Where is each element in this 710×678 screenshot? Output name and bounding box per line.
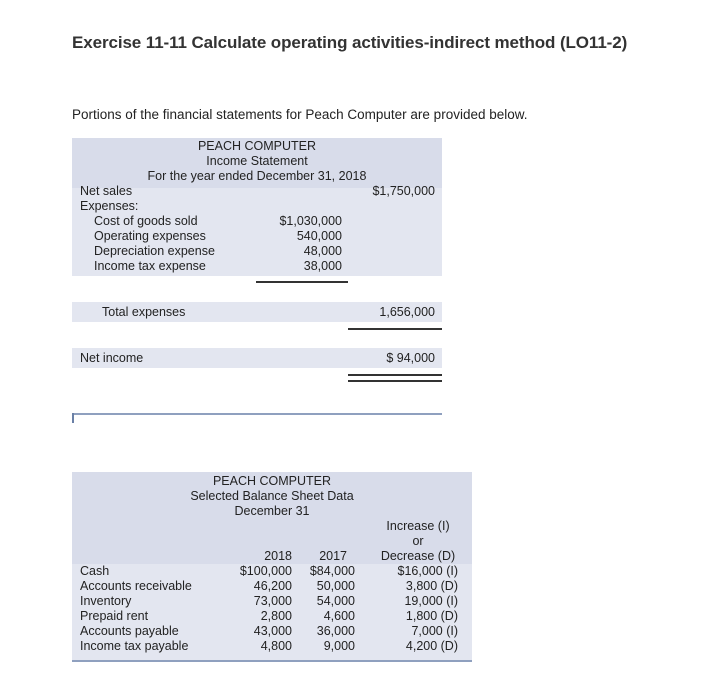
- balance-row-label: Inventory: [80, 594, 132, 608]
- balance-row-2018: 43,000: [253, 624, 292, 638]
- balance-row-2018: 2,800: [260, 609, 292, 623]
- balance-row-change: $16,000 (I): [397, 564, 458, 578]
- balance-statement-title: Selected Balance Sheet Data: [190, 489, 354, 503]
- balance-period: December 31: [234, 504, 310, 518]
- income-statement-title: Income Statement: [206, 154, 308, 168]
- balance-row-2017: 54,000: [316, 594, 355, 608]
- column-2018-header: 2018: [264, 549, 292, 563]
- net-income-value: $ 94,000: [386, 351, 435, 365]
- balance-row-2017: 4,600: [323, 609, 355, 623]
- balance-row-change: 1,800 (D): [405, 609, 458, 623]
- income-bottom-border: [72, 413, 442, 415]
- expense-label: Operating expenses: [94, 229, 206, 243]
- balance-row-2018: 4,800: [260, 639, 292, 653]
- total-expenses-label: Total expenses: [102, 305, 186, 319]
- balance-row-2017: 50,000: [316, 579, 355, 593]
- expense-label: Depreciation expense: [94, 244, 215, 258]
- net-income-label: Net income: [80, 351, 144, 365]
- balance-row-label: Accounts payable: [80, 624, 179, 638]
- total-expenses-value: 1,656,000: [379, 305, 435, 319]
- net-sales-value: $1,750,000: [372, 184, 435, 198]
- balance-row-label: Accounts receivable: [80, 579, 192, 593]
- balance-row-2017: $84,000: [309, 564, 355, 578]
- balance-row-2018: 46,200: [253, 579, 292, 593]
- expense-value: 540,000: [296, 229, 342, 243]
- expenses-label: Expenses:: [80, 199, 139, 213]
- income-period: For the year ended December 31, 2018: [147, 169, 367, 183]
- change-header: Increase (I): [386, 519, 450, 533]
- balance-row-change: 19,000 (I): [404, 594, 458, 608]
- balance-row-change: 4,200 (D): [405, 639, 458, 653]
- net-income-double-rule-2: [348, 380, 442, 382]
- income-company: PEACH COMPUTER: [197, 139, 317, 153]
- intro-text: Portions of the financial statements for Peach Computer are provided below.: [72, 107, 528, 122]
- balance-bottom-border: [72, 660, 472, 662]
- change-header: Decrease (D): [380, 549, 456, 563]
- expense-value: $1,030,000: [279, 214, 342, 228]
- expense-label: Cost of goods sold: [94, 214, 198, 228]
- balance-row-label: Cash: [80, 564, 110, 578]
- net-income-double-rule-1: [348, 374, 442, 376]
- balance-company: PEACH COMPUTER: [212, 474, 332, 488]
- balance-row-2018: $100,000: [239, 564, 292, 578]
- income-left-edge: [72, 413, 74, 423]
- column-2017-header: 2017: [319, 549, 347, 563]
- balance-row-change: 7,000 (I): [411, 624, 458, 638]
- page-title: Exercise 11-11 Calculate operating activities-indirect method (LO11-2): [72, 33, 628, 52]
- change-header: or: [412, 534, 424, 548]
- balance-row-2018: 73,000: [253, 594, 292, 608]
- balance-row-label: Income tax payable: [80, 639, 189, 653]
- balance-row-label: Prepaid rent: [80, 609, 149, 623]
- balance-row-change: 3,800 (D): [405, 579, 458, 593]
- net-sales-label: Net sales: [80, 184, 133, 198]
- balance-row-2017: 36,000: [316, 624, 355, 638]
- total-rule: [348, 328, 442, 330]
- expense-value: 38,000: [303, 259, 342, 273]
- expense-value: 48,000: [303, 244, 342, 258]
- expense-label: Income tax expense: [94, 259, 206, 273]
- subtotal-rule: [256, 281, 348, 283]
- balance-row-2017: 9,000: [323, 639, 355, 653]
